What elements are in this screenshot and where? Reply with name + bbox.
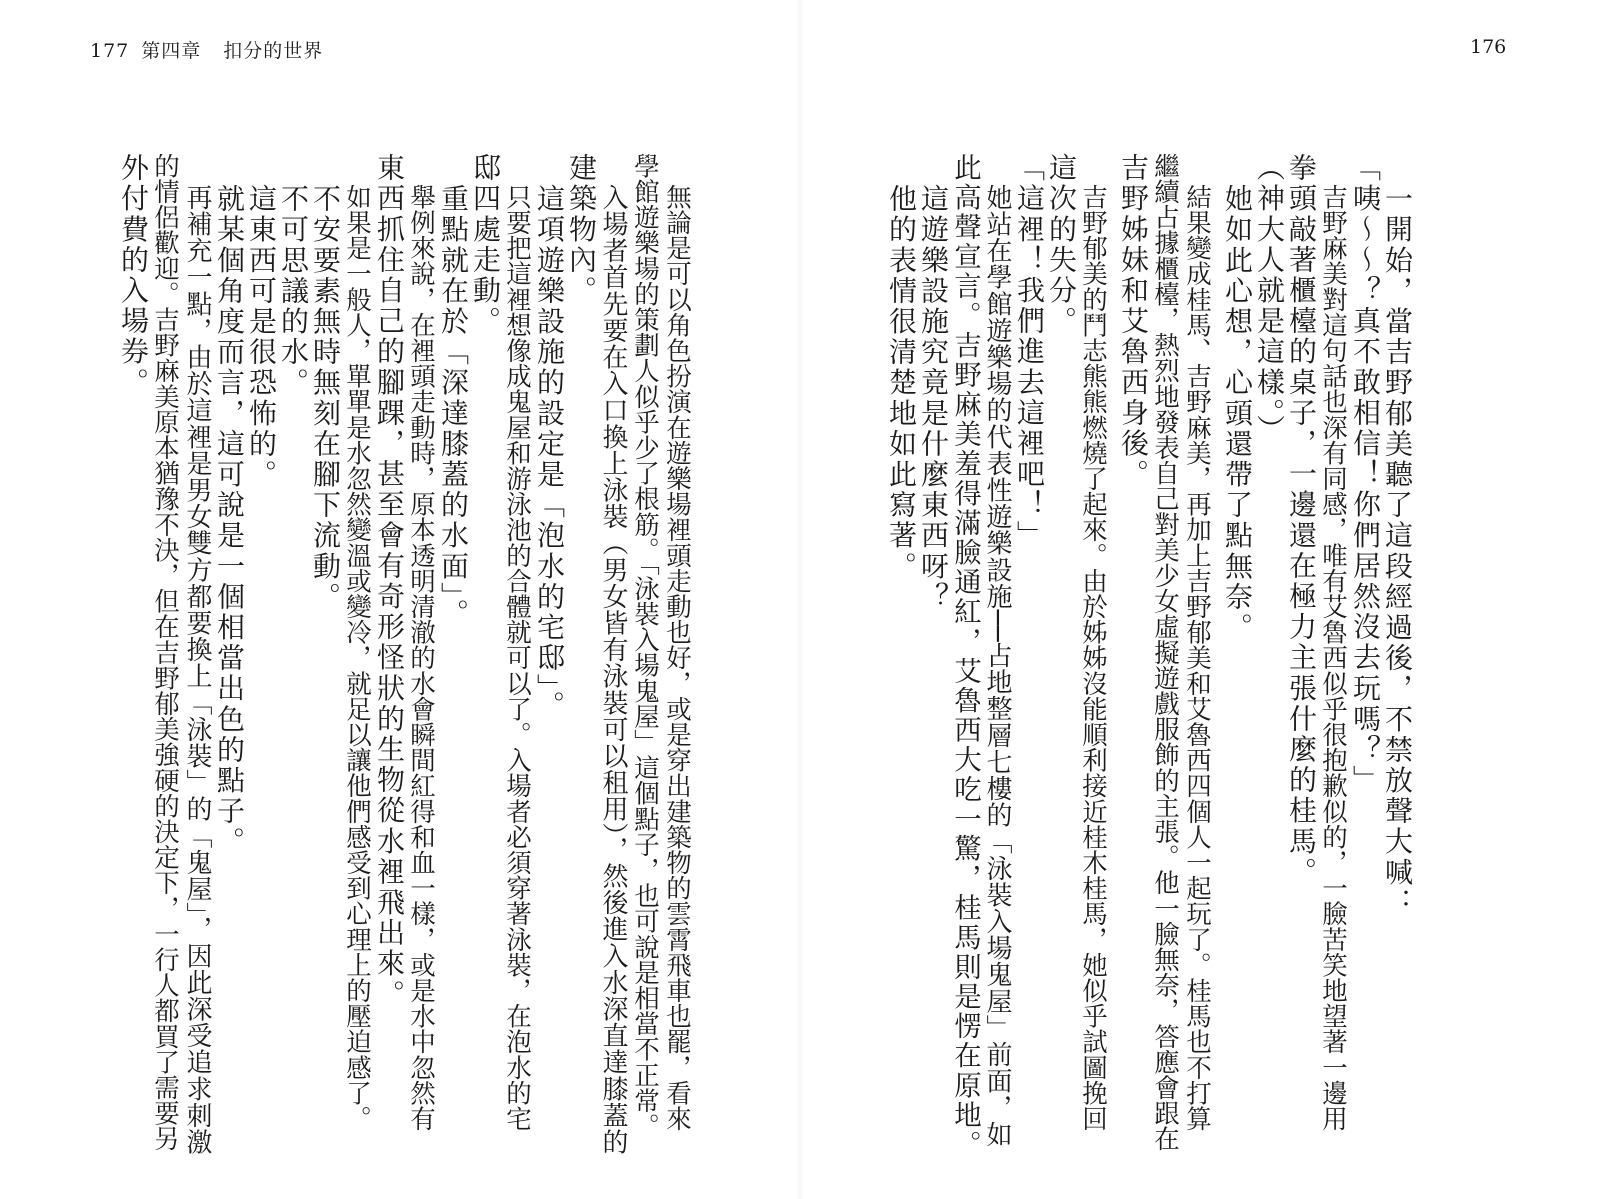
right-page-line: 她站在學館遊樂場的代表性遊樂設施──占地整層七樓的「泳裝入場鬼屋」前面，如 [982,184,1012,1148]
left-page-line: 再補充一點，由於這裡是男女雙方都要換上「泳裝」的「鬼屋」，因此深受追求刺激 [182,184,212,1156]
left-page-line: 如果是一般人，單單是水忽然變溫或變冷，就足以讓他們感受到心理上的壓迫感了。 [342,184,372,1132]
right-page-number: 176 [1470,36,1507,58]
left-page-line: 舉例來說，在裡頭走動時，原本透明清澈的水會瞬間紅得和血一樣，或是水中忽然有 [406,184,436,1132]
right-page-line: 此高聲宣言。吉野麻美羞得滿臉通紅，艾魯西大吃一驚，桂馬則是愣在原地。 [949,153,981,1160]
right-page-line: 一開始，當吉野郁美聽了這段經過後，不禁放聲大喊： [1381,184,1414,919]
page-gutter [796,0,804,1199]
right-page-line: （神大人就是這樣。） [1253,153,1286,445]
right-page-line: 吉野姊妹和艾魯西身後。 [1117,153,1150,490]
left-page-line: 這項遊樂設施的設定是「泡水的宅邸」。 [533,184,566,721]
right-page-line: 結果變成桂馬、吉野麻美，再加上吉野郁美和艾魯西四個人一起玩了。桂馬也不打算 [1182,184,1212,1132]
left-page-number: 177 [90,40,130,62]
left-page-line: 東西抓住自己的腳踝，甚至會有奇形怪狀的生物從水裡飛出來。 [373,153,406,1010]
left-page-line: 就某個角度而言，這可說是一個相當出色的點子。 [213,184,246,858]
left-page-line: 不安要素無時無刻在腳下流動。 [309,184,342,613]
right-page-line: 他的表情很清楚地如此寫著。 [885,184,918,582]
chapter-label: 第四章 [141,40,202,62]
right-page-line: 吉野麻美對這句話也深有同感，唯有艾魯西似乎很抱歉似的，一臉苦笑地望著一邊用 [1318,184,1348,1132]
right-page-line: 「咦～～？真不敢相信！你們居然沒去玩嗎？」 [1349,153,1382,796]
right-page-line: 她如此心想，心頭還帶了點無奈。 [1221,184,1254,643]
right-page-line: 拳頭敲著櫃檯的桌子，一邊還在極力主張什麼的桂馬。 [1285,153,1318,888]
left-page-line: 入場者首先要在入口換上泳裝（男女皆有泳裝可以租用），然後進入水深直達膝蓋的 [598,184,628,1156]
left-page-line: 不可思議的水。 [277,184,310,399]
chapter-title: 扣分的世界 [223,40,324,62]
right-page-line: 「這裡！我們進去這裡吧！」 [1013,153,1046,551]
right-page-line: 這遊樂設施究竟是什麼東西呀？ [917,184,950,613]
left-page-header [90,36,323,63]
left-page-line: 邸四處走動。 [469,153,502,337]
left-page-line: 建築物內。 [565,153,598,306]
left-page-line: 這東西可是很恐怖的。 [245,184,278,490]
left-page-line: 重點就在於「深達膝蓋的水面」。 [437,184,470,629]
right-page-line: 這次的失分。 [1045,153,1078,337]
left-page-line: 的情侶歡迎。吉野麻美原本猶豫不決，但在吉野郁美強硬的決定下，一行人都買了需要另 [150,153,180,1152]
left-page-line: 外付費的入場券。 [117,153,150,398]
left-page-line: 只要把這裡想像成鬼屋和游泳池的合體就可以了。入場者必須穿著泳裝，在泡水的宅 [502,184,532,1132]
left-page-line: 無論是可以角色扮演在遊樂場裡頭走動也好，或是穿出建築物的雲霄飛車也罷，看來 [662,184,692,1132]
right-page-line: 吉野郁美的鬥志熊熊燃燒了起來。由於姊姊沒能順利接近桂木桂馬，她似乎試圖挽回 [1078,184,1108,1132]
right-page-line: 繼續占據櫃檯，熱烈地發表自己對美少女虛擬遊戲服飾的主張。他一臉無奈，答應會跟在 [1150,153,1180,1152]
left-page-line: 學館遊樂場的策劃人似乎少了根筋。「泳裝入場鬼屋」這個點子，也可說是相當不正常。 [630,153,660,1139]
